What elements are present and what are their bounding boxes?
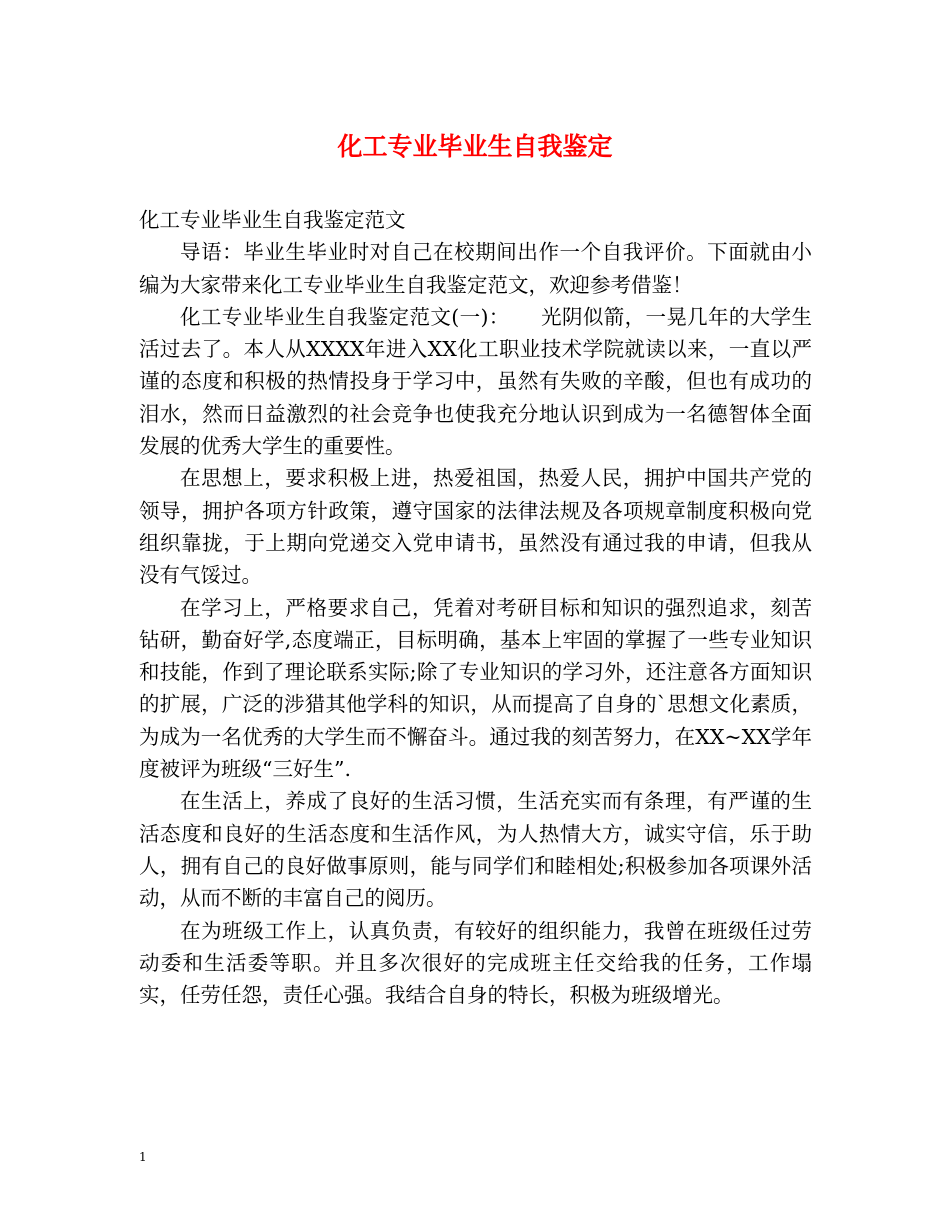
page-number: 1 [139, 1150, 147, 1164]
class-work-paragraph: 在为班级工作上，认真负责，有较好的组织能力，我曾在班级任过劳动委和生活委等职。并且多次很好的完成班主任交给我的任务，工作塌实，任劳任怨，责任心强。我结合自身的特长，积极为班级增光。 [139, 918, 812, 1008]
sample-one-paragraph: 化工专业毕业生自我鉴定范文(一)： 光阴似箭，一晃几年的大学生活过去了。本人从XXXX年进入XX化工职业技术学院就读以来，一直以严谨的态度和积极的热情投身于学习中，虽然有失败的辛酸，但也有成功的泪水，然而日益激烈的社会竞争也使我充分地认识到成为一名德智体全面发展的优秀大学生的重要性。 [139, 304, 812, 459]
document-body [139, 204, 812, 1011]
subtitle-paragraph: 化工专业毕业生自我鉴定范文 [139, 208, 406, 232]
study-paragraph: 在学习上，严格要求自己，凭着对考研目标和知识的强烈追求，刻苦钻研，勤奋好学,态度端正，目标明确，基本上牢固的掌握了一些专业知识和技能，作到了理论联系实际;除了专业知识的学习外，还注意各方面知识的扩展，广泛的涉猎其他学科的知识，从而提高了自身的`思想文化素质，为成为一名优秀的大学生而不懈奋斗。通过我的刻苦努力，在XX~XX学年度被评为班级“三好生”. [139, 595, 812, 782]
intro-paragraph: 导语：毕业生毕业时对自己在校期间出作一个自我评价。下面就由小编为大家带来化工专业毕业生自我鉴定范文，欢迎参考借鉴！ [139, 240, 812, 297]
life-paragraph: 在生活上，养成了良好的生活习惯，生活充实而有条理，有严谨的生活态度和良好的生活态度和生活作风，为人热情大方，诚实守信，乐于助人，拥有自己的良好做事原则，能与同学们和睦相处;积极参加各项课外活动，从而不断的丰富自己的阅历。 [139, 789, 812, 911]
document-title: 化工专业毕业生自我鉴定 [337, 132, 613, 161]
ideology-paragraph: 在思想上，要求积极上进，热爱祖国，热爱人民，拥护中国共产党的领导，拥护各项方针政策，遵守国家的法律法规及各项规章制度积极向党组织靠拢，于上期向党递交入党申请书，虽然没有通过我的申请，但我从没有气馁过。 [139, 466, 812, 588]
